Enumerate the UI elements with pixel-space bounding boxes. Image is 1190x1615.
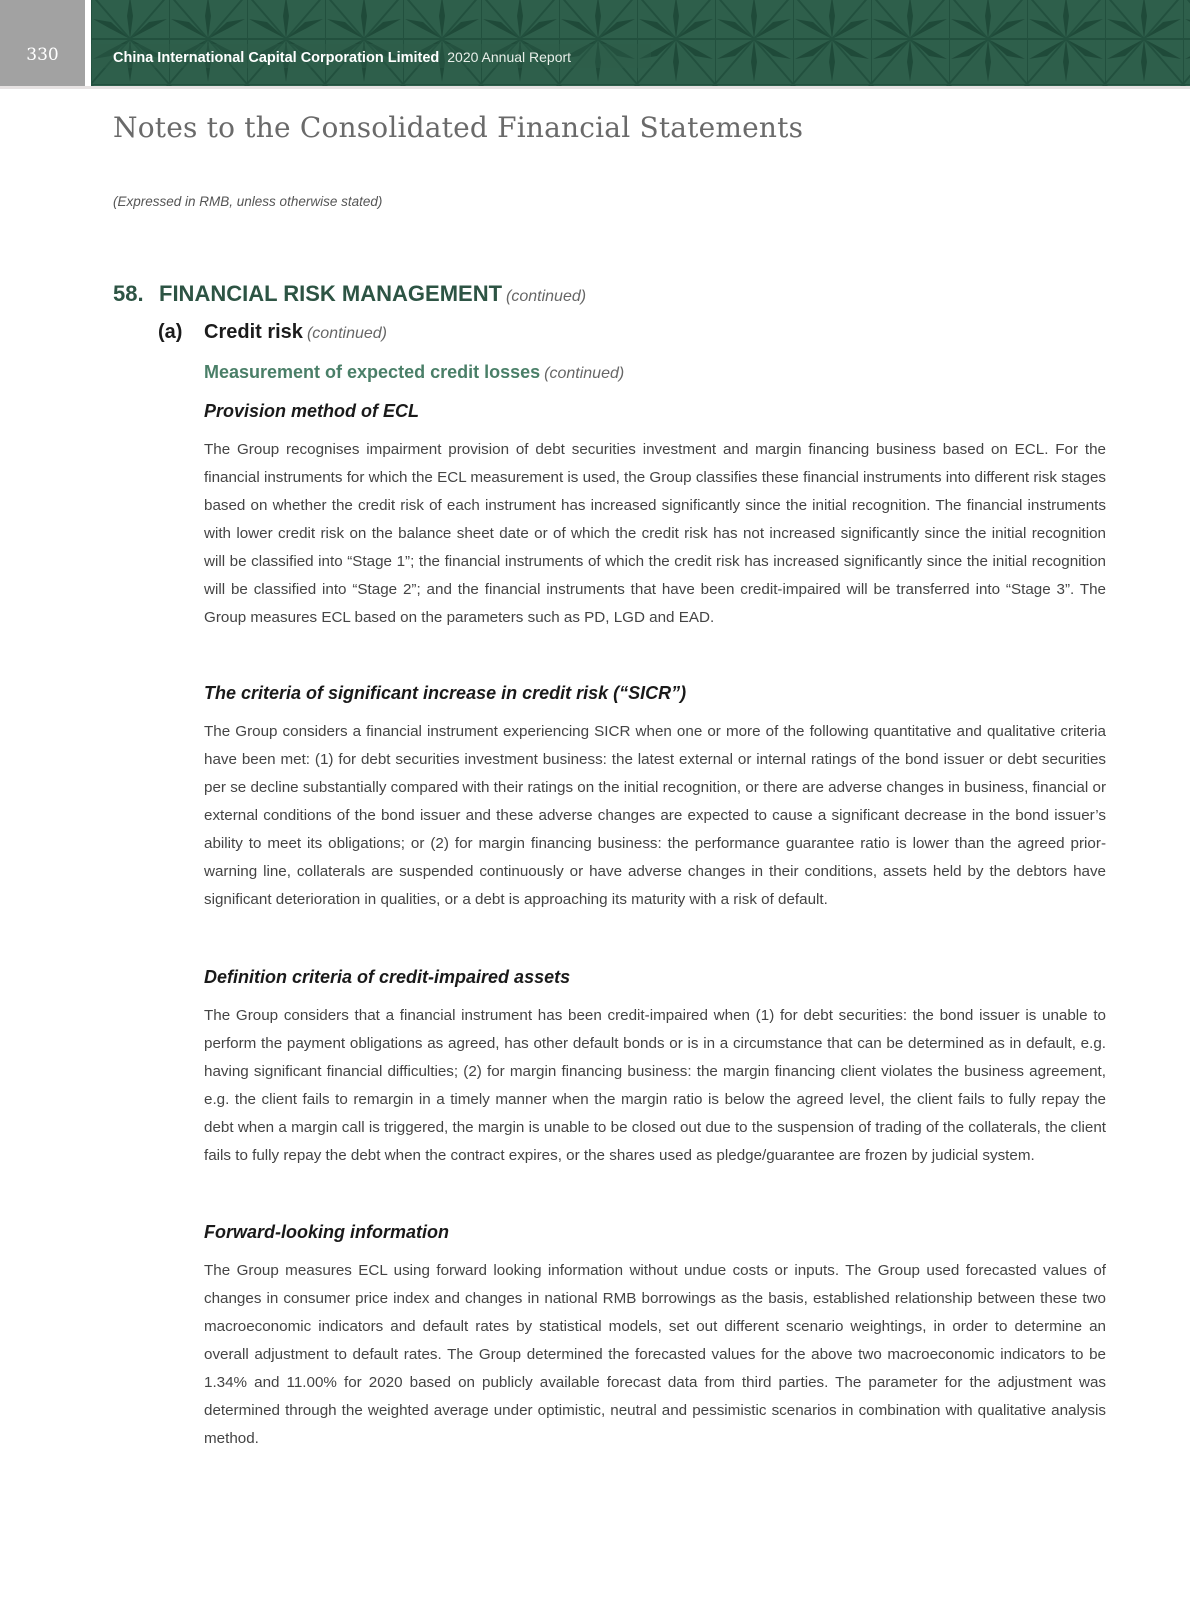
subsection-label: (a) — [158, 321, 183, 343]
header-title — [113, 49, 571, 66]
note-title: FINANCIAL RISK MANAGEMENT — [159, 281, 503, 306]
header-divider — [0, 86, 1190, 89]
subsection-heading — [158, 321, 387, 344]
section-heading: Provision method of ECL — [204, 401, 420, 421]
note-heading — [113, 281, 586, 307]
report-name: 2020 Annual Report — [447, 49, 572, 65]
section-body: The Group recognises impairment provision of debt securities investment and margin financing business based on ECL. For the financial instruments for which the ECL measurement is used, the Group classifies these financial instruments into different risk stages based on whether the credit risk of each instrument has increased significantly since the initial recognition. The financial instruments with lower credit risk on the balance sheet date or of which the credit risk has not increased significantly since the initial recognition will be classified into “Stage 1”; the financial instruments of which the credit risk has increased significantly since the initial recognition will be classified into “Stage 2”; and the financial instruments that have been credit-impaired will be transferred into “Stage 3”. The Group measures ECL based on the parameters such as PD, LGD and EAD. — [204, 441, 1106, 626]
section-provision-method — [204, 401, 1106, 632]
topic-title: Measurement of expected credit losses — [204, 362, 541, 382]
page-number: 330 — [26, 45, 59, 65]
hemp-leaf-pattern-icon — [91, 0, 1190, 86]
section-forward-looking — [204, 1222, 1106, 1453]
section-heading: Forward-looking information — [204, 1222, 449, 1242]
subsection-continued: (continued) — [306, 325, 387, 342]
section-heading: Definition criteria of credit-impaired assets — [204, 967, 571, 987]
page-number-box — [0, 0, 85, 86]
topic-heading — [204, 362, 624, 383]
company-name: China International Capital Corporation Limited — [113, 50, 440, 66]
page-header — [0, 0, 1190, 86]
note-number: 58. — [113, 281, 144, 306]
section-heading: The criteria of significant increase in credit risk (“SICR”) — [204, 683, 687, 703]
page-subtitle: (Expressed in RMB, unless otherwise stated) — [113, 194, 383, 209]
topic-continued: (continued) — [544, 365, 625, 382]
subsection-title: Credit risk — [204, 321, 303, 343]
section-body: The Group considers that a financial instrument has been credit-impaired when (1) for debt securities: the bond issuer is unable to perform the payment obligations as agreed, has other default bonds or is in a circumstance that can be determined as in default, e.g. having significant financial difficulties; (2) for margin financing business: the margin financing client violates the business agreement, e.g. the client fails to remargin in a timely manner when the margin ratio is below the agreed level, the client fails to fully repay the debt when a margin call is triggered, the margin is unable to be closed out due to the suspension of trading of the collaterals, the client fails to fully repay the debt when the contract expires, or the shares used as pledge/guarantee are frozen by judicial system. — [204, 1007, 1106, 1164]
section-body: The Group considers a financial instrument experiencing SICR when one or more of the following quantitative and qualitative criteria have been met: (1) for debt securities investment business: the latest external or internal ratings of the bond issuer or debt securities per se decline substantially compared with their ratings on the initial recognition, or there are adverse changes in business, financial or external conditions of the bond issuer and these adverse changes are expected to cause a significant decrease in the bond issuer’s ability to meet its obligations; or (2) for margin financing business: the performance guarantee ratio is lower than the agreed prior-warning line, collaterals are suspended continuously or have adverse changes in their conditions, assets held by the debtors have significant deterioration in qualities, or a debt is approaching its maturity with a risk of default. — [204, 723, 1106, 908]
page-title: Notes to the Consolidated Financial Statements — [113, 111, 804, 144]
note-continued: (continued) — [506, 288, 587, 305]
section-body: The Group measures ECL using forward looking information without undue costs or inputs. The Group used forecasted values of changes in consumer price index and changes in national RMB borrowings as the basis, established relationship between these two macroeconomic indicators and default rates by statistical models, set out different scenario weightings, in order to determine an overall adjustment to default rates. The Group determined the forecasted values for the above two macroeconomic indicators to be 1.34% and 11.00% for 2020 based on publicly available forecast data from third parties. The parameter for the adjustment was determined through the weighted average under optimistic, neutral and pessimistic scenarios in combination with qualitative analysis method. — [204, 1262, 1106, 1447]
header-banner — [91, 0, 1190, 86]
section-sicr-criteria — [204, 683, 1106, 914]
section-credit-impaired-definition — [204, 967, 1106, 1170]
